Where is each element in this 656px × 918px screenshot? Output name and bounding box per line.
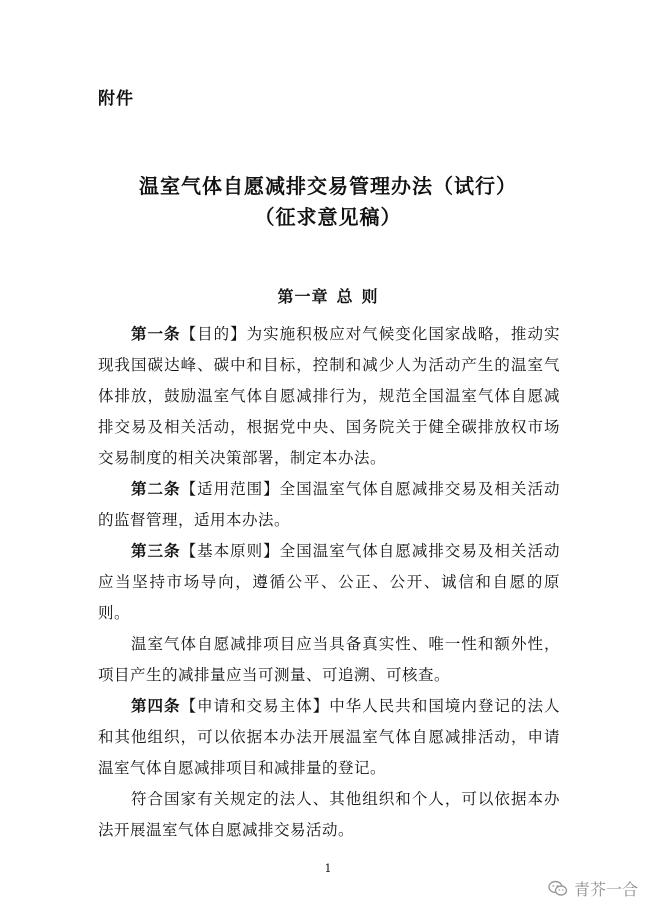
article-4 [98,691,560,784]
article-text: 符合国家有关规定的法人、其他组织和个人，可以依据本办法开展温室气体自愿减排交易活动。 [98,790,560,839]
wechat-icon [548,880,568,897]
article-3 [98,536,560,629]
article-text: 全国温室气体自愿减排交易及相关活动应当坚持市场导向，遵循公平、公正、公开、诚信和自愿的原则。 [98,542,560,622]
article-label: 第三条 [131,542,181,560]
article-heading: 【基本原则】 [180,542,280,560]
chapter-label: 第一章 [277,287,329,306]
article-3-paragraph-2 [98,629,560,691]
article-text: 全国温室气体自愿减排交易及相关活动的监督管理，适用本办法。 [98,480,560,529]
document-title: 温室气体自愿减排交易管理办法（试行） [139,174,517,198]
article-text: 为实施积极应对气候变化国家战略，推动实现我国碳达峰、碳中和目标，控制和减少人为活动产生的温室气体排放，鼓励温室气体自愿减排行为，规范全国温室气体自愿减排交易及相关活动，根据党中央、国务院关于健全碳排放权市场交易制度的相关决策部署，制定本办法。 [98,325,560,467]
document-subtitle: （征求意见稿） [254,205,402,229]
chapter-name-part2: 则 [361,287,379,306]
article-4-paragraph-2 [98,784,560,846]
chapter-heading [0,284,656,307]
article-text: 中华人民共和国境内登记的法人和其他组织，可以依据本办法开展温室气体自愿减排活动，申请温室气体自愿减排项目和减排量的登记。 [98,697,560,777]
article-label: 第四条 [131,697,181,715]
article-label: 第一条 [131,325,181,343]
article-2 [98,474,560,536]
document-body [98,319,560,846]
article-heading: 【目的】 [180,325,247,343]
article-heading: 【申请和交易主体】 [180,697,330,715]
article-label: 第二条 [131,480,181,498]
watermark [548,877,638,900]
watermark-text: 青芥一合 [573,880,638,899]
page-number: 1 [324,862,332,875]
article-text: 温室气体自愿减排项目应当具备真实性、唯一性和额外性，项目产生的减排量应当可测量、可追溯、可核查。 [98,635,560,684]
chapter-name-part1: 总 [336,287,354,306]
article-heading: 【适用范围】 [180,480,280,498]
attachment-label: 附件 [98,89,134,109]
article-1 [98,319,560,474]
